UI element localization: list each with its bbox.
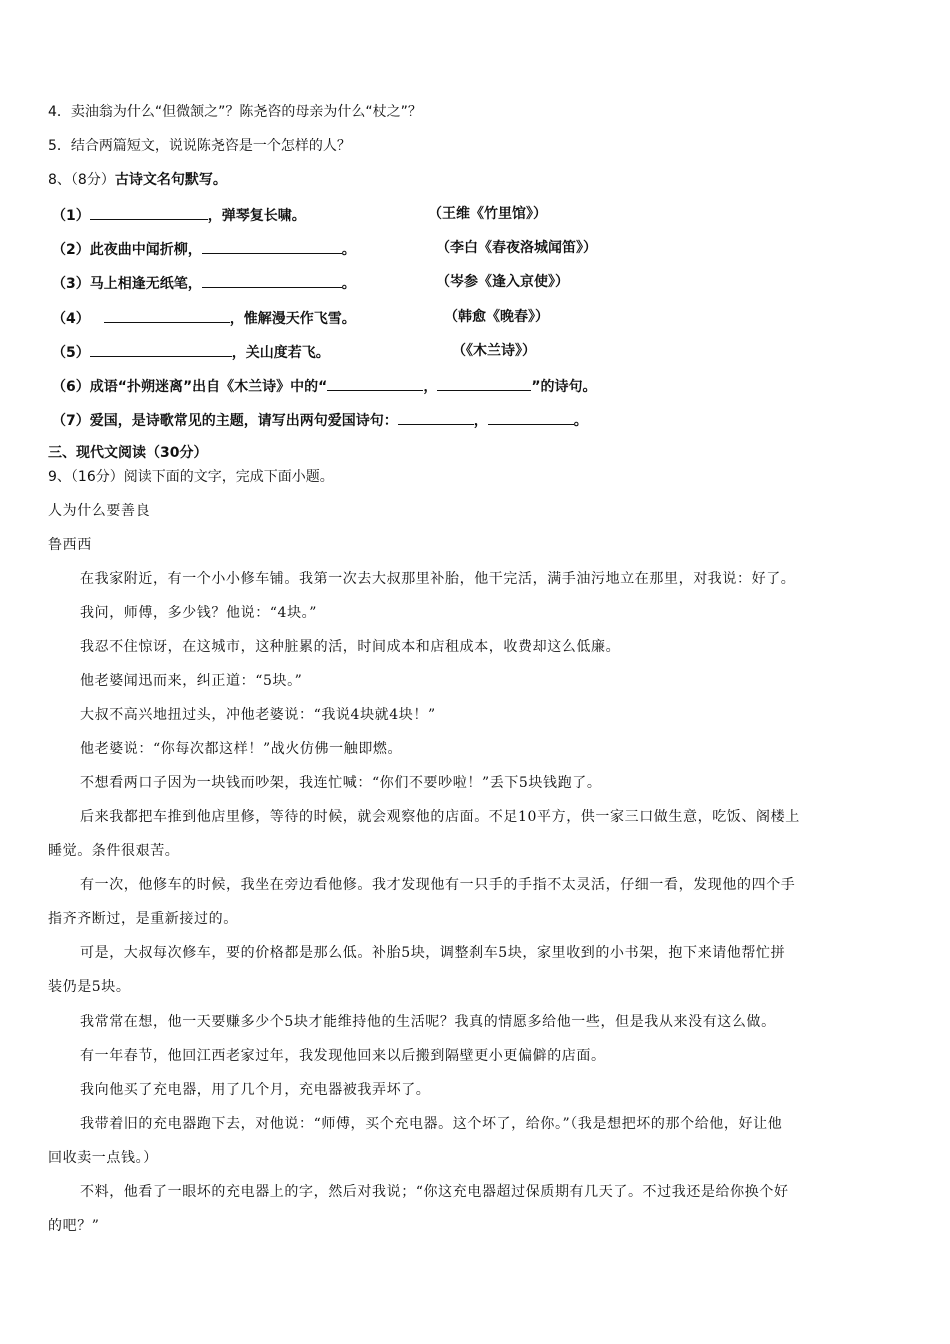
item-text: ”的诗句。 bbox=[531, 379, 597, 395]
item-text: 成语“扑朔迷离”出自《木兰诗》中的“ bbox=[89, 379, 328, 395]
poem-source-2: （李白《春夜洛城闻笛》） bbox=[436, 240, 597, 256]
article-paragraph-cont: 回收卖一点钱。） bbox=[48, 1150, 158, 1166]
poem-source-5: （《木兰诗》） bbox=[452, 343, 536, 359]
item-text: 。 bbox=[573, 413, 588, 429]
item-number: （6） bbox=[52, 379, 90, 395]
section-3-heading: 三、现代文阅读（30分） bbox=[48, 445, 208, 461]
article-paragraph: 我向他买了充电器，用了几个月，充电器被我弄坏了。 bbox=[80, 1082, 431, 1098]
article-paragraph: 我常常在想，他一天要赚多少个5块才能维持他的生活呢？我真的情愿多给他一些，但是我从来没有这么做。 bbox=[80, 1014, 776, 1030]
question-5: 5．结合两篇短文，说说陈尧咨是一个怎样的人？ bbox=[48, 138, 351, 154]
article-paragraph: 可是，大叔每次修车，要的价格都是那么低。补胎5块，调整刹车5块，家里收到的小书架，抱下来请他帮忙拼 bbox=[80, 945, 786, 961]
item-number: （4） bbox=[52, 311, 90, 327]
article-paragraph-cont: 装仍是5块。 bbox=[48, 979, 131, 995]
article-paragraph: 后来我都把车推到他店里修，等待的时候，就会观察他的店面。不足10平方，供一家三口做生意，吃饭、阁楼上 bbox=[80, 809, 800, 825]
item-text: ，关山度若飞。 bbox=[231, 345, 330, 361]
poem-item-2 bbox=[52, 238, 356, 260]
item-text: ，弹琴复长啸。 bbox=[207, 208, 306, 224]
blank-field[interactable] bbox=[90, 204, 208, 220]
item-number: （3） bbox=[52, 276, 90, 292]
article-author: 鲁西西 bbox=[48, 537, 92, 553]
question-4: 4．卖油翁为什么“但微颔之”？陈尧咨的母亲为什么“杖之”？ bbox=[48, 104, 422, 120]
blank-field[interactable] bbox=[90, 341, 232, 357]
poem-source-3: （岑参《逢入京使》） bbox=[436, 274, 569, 290]
question-9: 9、（16分）阅读下面的文字，完成下面小题。 bbox=[48, 469, 334, 485]
article-paragraph: 大叔不高兴地扭过头，冲他老婆说：“我说4块就4块！” bbox=[80, 707, 436, 723]
item-number: （1） bbox=[52, 208, 90, 224]
poem-item-5 bbox=[52, 341, 330, 363]
poem-item-3 bbox=[52, 272, 356, 294]
item-number: （5） bbox=[52, 345, 90, 361]
blank-field[interactable] bbox=[488, 409, 574, 425]
section-8-heading bbox=[48, 170, 227, 190]
article-paragraph: 他老婆说：“你每次都这样！”战火仿佛一触即燃。 bbox=[80, 741, 403, 757]
blank-field[interactable] bbox=[202, 272, 342, 288]
section-8-prefix: 8、（8分） bbox=[48, 172, 115, 188]
article-paragraph: 我问，师傅，多少钱？他说：“4块。” bbox=[80, 605, 318, 621]
article-paragraph: 我忍不住惊讶，在这城市，这种脏累的活，时间成本和店租成本，收费却这么低廉。 bbox=[80, 639, 621, 655]
item-text: 爱国，是诗歌常见的主题，请写出两句爱国诗句： bbox=[89, 413, 398, 429]
item-text: 。 bbox=[341, 242, 356, 258]
article-paragraph: 有一年春节，他回江西老家过年，我发现他回来以后搬到隔壁更小更偏僻的店面。 bbox=[80, 1048, 606, 1064]
article-title: 人为什么要善良 bbox=[48, 503, 151, 519]
blank-field[interactable] bbox=[202, 238, 342, 254]
poem-source-1: （王维《竹里馆》） bbox=[428, 206, 547, 222]
item-text: ，惟解漫天作飞雪。 bbox=[229, 311, 356, 327]
item-number: （2） bbox=[52, 242, 90, 258]
item-text: ， bbox=[473, 413, 488, 429]
article-paragraph-cont: 的吧？” bbox=[48, 1218, 100, 1234]
article-paragraph: 不想看两口子因为一块钱而吵架，我连忙喊：“你们不要吵啦！”丢下5块钱跑了。 bbox=[80, 775, 602, 791]
poem-item-7 bbox=[52, 409, 588, 431]
poem-item-4 bbox=[52, 307, 356, 329]
article-paragraph: 在我家附近，有一个小小修车铺。我第一次去大叔那里补胎，他干完活，满手油污地立在那里，对我说：好了。 bbox=[80, 571, 796, 587]
article-paragraph: 有一次，他修车的时候，我坐在旁边看他修。我才发现他有一只手的手指不太灵活，仔细一看，发现他的四个手 bbox=[80, 877, 796, 893]
item-text: ， bbox=[423, 379, 438, 395]
article-paragraph-cont: 指齐齐断过，是重新接过的。 bbox=[48, 911, 238, 927]
poem-item-1 bbox=[52, 204, 306, 226]
blank-field[interactable] bbox=[398, 409, 474, 425]
blank-field[interactable] bbox=[104, 307, 230, 323]
article-paragraph-cont: 睡觉。条件很艰苦。 bbox=[48, 843, 180, 859]
item-text: 。 bbox=[341, 276, 356, 292]
article-paragraph: 不料，他看了一眼坏的充电器上的字，然后对我说；“你这充电器超过保质期有几天了。不过我还是给你换个好 bbox=[80, 1184, 789, 1200]
poem-source-4: （韩愈《晚春》） bbox=[444, 309, 549, 325]
item-number: （7） bbox=[52, 413, 90, 429]
section-8-title: 古诗文名句默写。 bbox=[114, 172, 227, 188]
item-text: 此夜曲中闻折柳， bbox=[89, 242, 202, 258]
poem-item-6 bbox=[52, 375, 597, 397]
blank-field[interactable] bbox=[327, 375, 423, 391]
blank-field[interactable] bbox=[437, 375, 531, 391]
article-paragraph: 他老婆闻迅而来，纠正道：“5块。” bbox=[80, 673, 303, 689]
article-paragraph: 我带着旧的充电器跑下去，对他说：“师傅，买个充电器。这个坏了，给你。”（我是想把坏的那个给他，好让他 bbox=[80, 1116, 783, 1132]
item-text: 马上相逢无纸笔， bbox=[89, 276, 202, 292]
